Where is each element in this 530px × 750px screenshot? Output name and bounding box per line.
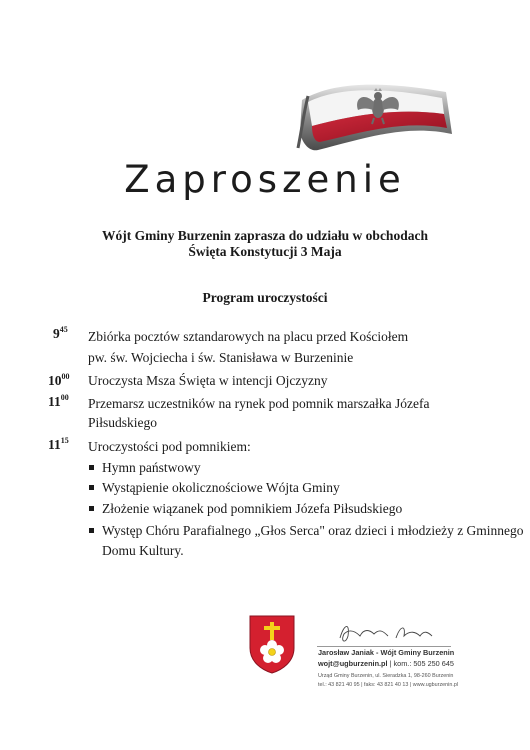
- schedule-time: $9^{45}$: [53, 325, 68, 341]
- signature-line: [317, 646, 451, 647]
- polish-flag-emblem-icon: [296, 78, 456, 158]
- schedule-line: Uroczystości pod pomnikiem:: [88, 439, 251, 454]
- list-item: Wystąpienie okolicznościowe Wójta Gminy: [102, 480, 340, 495]
- signatory-contact: [318, 659, 454, 668]
- office-tel-fax: tel.: 43 821 40 95 | faks: 43 821 40 13 | www.ugburzenin.pl: [318, 682, 459, 688]
- office-address: Urząd Gminy Burzenin, ul. Sieradzka 1, 98-260 Burzenin: [318, 673, 454, 679]
- email-text: wojt@ugburzenin.pl: [318, 659, 388, 668]
- burzenin-coat-of-arms-icon: [248, 614, 296, 674]
- signatory-name: Jarosław Janiak - Wójt Gminy Burzenin: [318, 648, 455, 657]
- square-bullet-icon: [89, 485, 94, 490]
- list-item: Występ Chóru Parafialnego „Głos Serca" oraz dzieci i młodzieży z Gminnego: [102, 523, 524, 538]
- square-bullet-icon: [89, 465, 94, 470]
- phone-text: | kom.: 505 250 645: [389, 659, 454, 668]
- schedule-time: $10^{00}$: [48, 372, 70, 388]
- subtitle-line1: Wójt Gminy Burzenin zaprasza do udziału w obchodach: [102, 228, 428, 243]
- schedule-line: pw. św. Wojciecha i św. Stanisława w Burzeninie: [88, 350, 354, 365]
- list-item: Złożenie wiązanek pod pomnikiem Józefa Piłsudskiego: [102, 501, 403, 516]
- square-bullet-icon: [89, 506, 94, 511]
- schedule-time: $11^{15}$: [48, 436, 69, 452]
- schedule-line: Piłsudskiego: [88, 415, 158, 430]
- square-bullet-icon: [89, 528, 94, 533]
- page-title: Zaproszenie: [124, 158, 406, 201]
- handwritten-signature: [336, 618, 436, 646]
- program-heading: Program uroczystości: [202, 290, 328, 305]
- schedule-time: $11^{00}$: [48, 393, 69, 409]
- schedule-line: Uroczysta Msza Święta w intencji Ojczyzny: [88, 373, 328, 388]
- list-item: Domu Kultury.: [102, 543, 184, 558]
- list-item: Hymn państwowy: [102, 460, 201, 475]
- schedule-line: Przemarsz uczestników na rynek pod pomnik marszałka Józefa: [88, 396, 430, 411]
- schedule-line: Zbiórka pocztów sztandarowych na placu przed Kościołem: [88, 329, 409, 344]
- subtitle-line2: Święta Konstytucji 3 Maja: [188, 244, 342, 259]
